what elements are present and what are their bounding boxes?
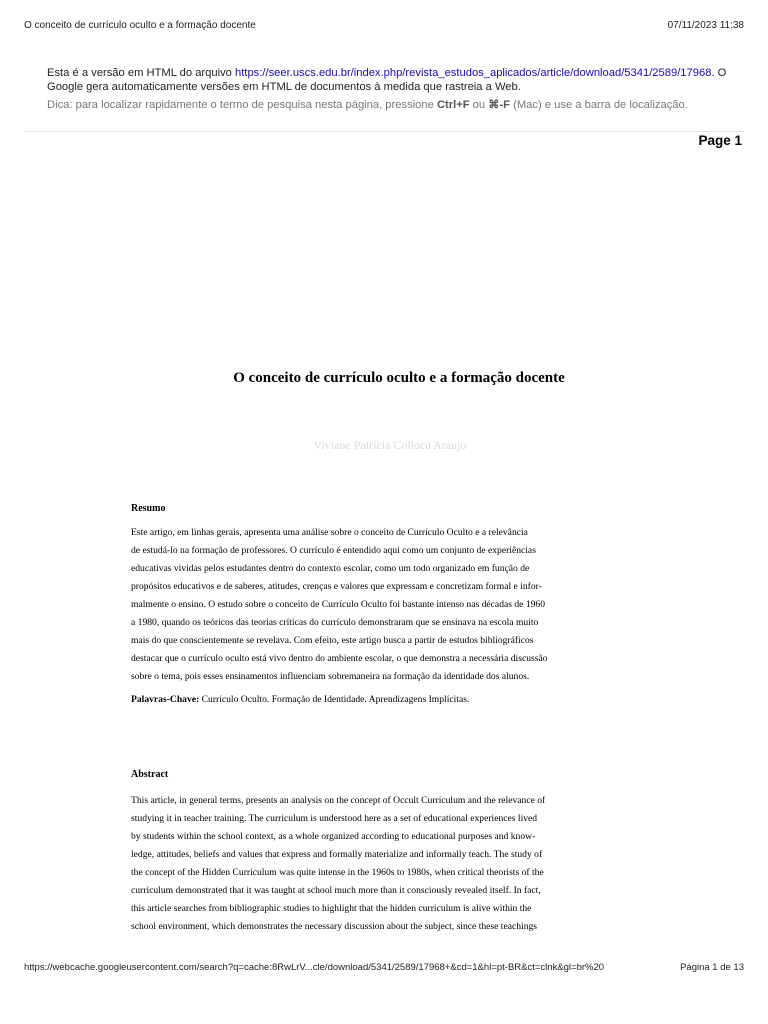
print-header-datetime: 07/11/2023 11:38 [667, 20, 744, 31]
cache-notice [47, 66, 727, 112]
resumo-line: destacar que o currículo oculto está vivo dentro do ambiente escolar, o que demonstra a necessária discussão [131, 653, 548, 664]
resumo-heading: Resumo [131, 503, 166, 514]
divider [24, 131, 744, 132]
keywords-label: Palavras-Chave: [131, 694, 200, 705]
keywords-text: Currículo Oculto. Formação de Identidade. Aprendizagens Implícitas. [199, 694, 470, 705]
print-footer-url: https://webcache.googleusercontent.com/search?q=cache:8RwLrV...cle/download/5341/2589/17968+&cd=1&hl=pt-BR&ct=clnk&gl=br%20 [24, 962, 605, 973]
abstract-heading: Abstract [131, 769, 169, 780]
document-title: O conceito de currículo oculto e a formação docente [233, 370, 565, 386]
abstract-line: the concept of the Hidden Curriculum was quite intense in the 1960s to 1980s, when critical theorists of the [131, 867, 544, 878]
source-link[interactable]: https://seer.uscs.edu.br/index.php/revista_estudos_aplicados/article/download/5341/2589/17968 [235, 67, 712, 79]
abstract-line: this article searches from bibliographic studies to highlight that the hidden curriculum is alive within the [131, 903, 532, 914]
abstract-line: by students within the school context, as a whole organized according to educational purposes and know- [131, 831, 536, 842]
abstract-line: school environment, which demonstrates the necessary discussion about the subject, since these teachings [131, 921, 538, 932]
resumo-paragraph [131, 524, 611, 686]
tip-mid: ou [469, 99, 489, 111]
page-label: Page 1 [698, 133, 742, 148]
resumo-line: malmente o ensino. O estudo sobre o conceito de Currículo Oculto foi bastante intenso nas décadas de 1960 [131, 599, 546, 610]
resumo-line: educativas vividas pelos estudantes dentro do contexto escolar, como um todo organizado em função de [131, 563, 530, 574]
print-header-title: O conceito de currículo oculto e a formação docente [24, 20, 256, 31]
search-tip [47, 98, 727, 112]
abstract-line: studying it in teacher training. The curriculum is understood here as a set of educational experiences lived [131, 813, 538, 824]
tip-key-ctrl-f: Ctrl+F [436, 99, 470, 111]
notice-suffix: . O Google gera automaticamente versões em HTML de documentos à medida que rastreia a Web. [47, 67, 727, 93]
abstract-paragraph [131, 792, 611, 936]
resumo-line: a 1980, quando os teóricos das teorias críticas do currículo demonstraram que se ensinava na escola muito [131, 617, 539, 628]
print-footer-page-count: Página 1 de 13 [680, 962, 744, 973]
tip-prefix: Dica: para localizar rapidamente o termo de pesquisa nesta página, pressione [47, 99, 437, 111]
resumo-line: Este artigo, em linhas gerais, apresenta uma análise sobre o conceito de Currículo Oculto e a relevância [131, 527, 528, 538]
abstract-line: ledge, attitudes, beliefs and values that express and formally materialize and informally teach. The study of [131, 849, 543, 860]
abstract-line: This article, in general terms, presents an analysis on the concept of Occult Curriculum and the relevance of [131, 795, 546, 806]
resumo-line: sobre o tema, pois esses ensinamentos influenciam sobremaneira na formação da identidade dos alunos. [131, 671, 530, 682]
resumo-line: mais do que conscientemente se revelava. Com efeito, este artigo busca a partir de estudos bibliográficos [131, 635, 534, 646]
tip-key-cmd-f: ⌘-F [488, 99, 510, 111]
resumo-line: de estudá-lo na formação de professores. O currículo é entendido aqui como um conjunto de experiências [131, 545, 536, 556]
document-author: Viviane Patrícia Colloca Araujo [313, 438, 467, 452]
abstract-line: curriculum demonstrated that it was taught at school much more than it consciously revealed itself. In fact, [131, 885, 541, 896]
resumo-line: propósitos educativos e de saberes, atitudes, crenças e valores que expressam e concretizam formal e infor- [131, 581, 542, 592]
cache-notice-text [47, 66, 727, 94]
tip-suffix: (Mac) e use a barra de localização. [510, 99, 688, 111]
keywords [131, 694, 469, 705]
notice-prefix: Esta é a versão em HTML do arquivo [47, 67, 235, 79]
